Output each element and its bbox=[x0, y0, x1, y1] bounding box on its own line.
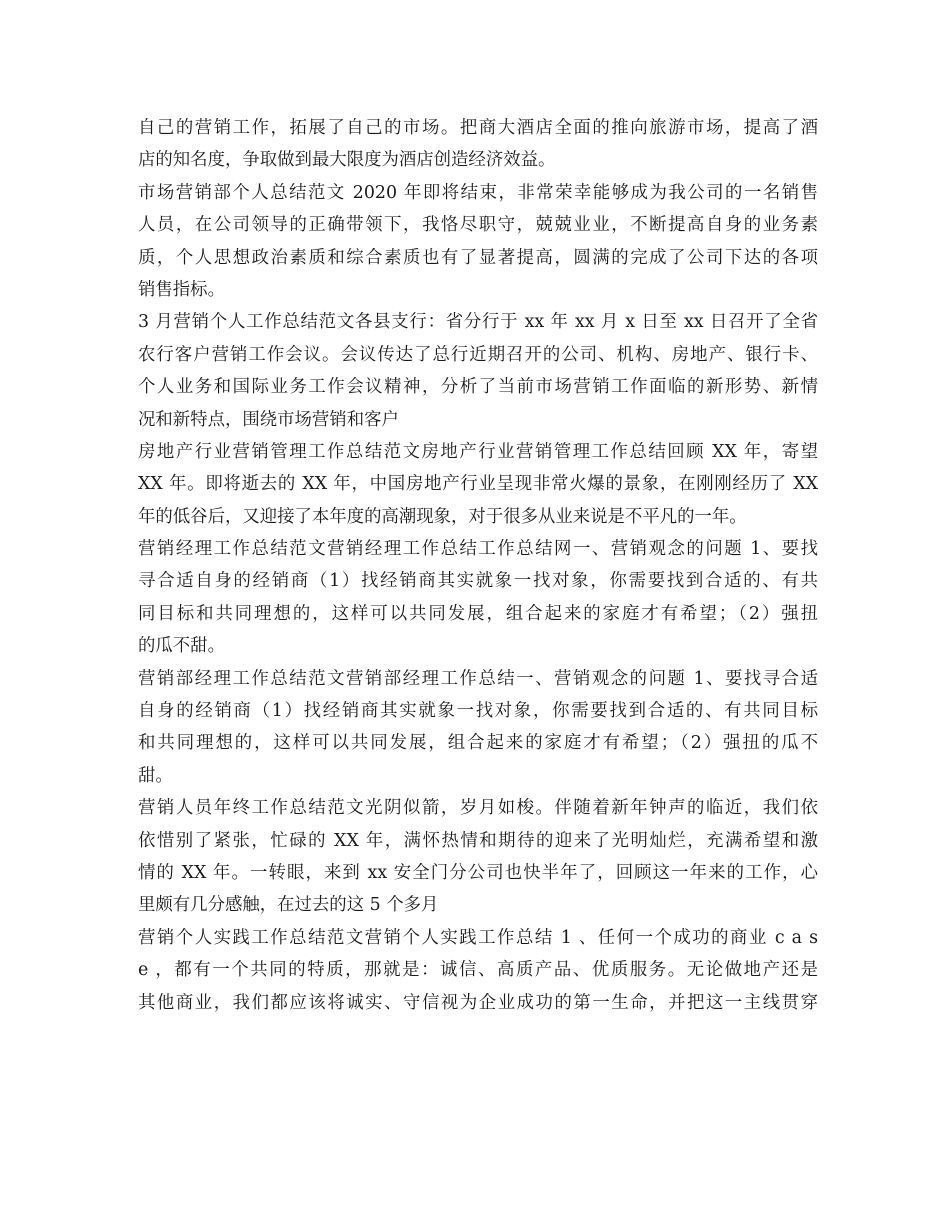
text-line: e ，都有一个共同的特质，那就是：诚信、高质产品、优质服务。无论做地产还是 bbox=[138, 960, 818, 981]
text-line: 年的低谷后，又迎接了本年度的高潮现象，对于很多从业来说是不平凡的一年。 bbox=[138, 506, 747, 527]
text-line: 的瓜不甜。 bbox=[138, 636, 225, 657]
text-line: 同目标和共同理想的，这样可以共同发展，组合起来的家庭才有希望；（2）强扭 bbox=[138, 603, 818, 624]
text-line: 寻合适自身的经销商（1）找经销商其实就象一找对象，你需要找到合适的、有共 bbox=[138, 571, 818, 592]
paragraph bbox=[138, 436, 818, 533]
text-line: 营销个人实践工作总结范文营销个人实践工作总结 1 、任何一个成功的商业 c a s bbox=[138, 927, 818, 948]
text-line: 营销经理工作总结范文营销经理工作总结工作总结网一、营销观念的问题 1、要找 bbox=[138, 539, 818, 560]
text-line: 营销部经理工作总结范文营销部经理工作总结一、营销观念的问题 1、要找寻合适 bbox=[138, 668, 818, 689]
text-line: 其他商业，我们都应该将诚实、守信视为企业成功的第一生命，并把这一主线贯穿 bbox=[138, 992, 818, 1013]
text-line: 自身的经销商（1）找经销商其实就象一找对象，你需要找到合适的、有共同目标 bbox=[138, 701, 818, 722]
text-line: 质，个人思想政治素质和综合素质也有了显著提高，圆满的完成了公司下达的各项 bbox=[138, 247, 818, 268]
text-line: XX 年。即将逝去的 XX 年，中国房地产行业呈现非常火爆的景象，在刚刚经历了 XX bbox=[138, 474, 818, 495]
text-line: 甜。 bbox=[138, 765, 173, 786]
text-line: 销售指标。 bbox=[138, 279, 225, 300]
paragraph bbox=[138, 306, 818, 436]
text-line: 农行客户营销工作会议。会议传达了总行近期召开的公司、机构、房地产、银行卡、 bbox=[138, 344, 818, 365]
text-line: 店的知名度，争取做到最大限度为酒店创造经济效益。 bbox=[138, 150, 556, 171]
paragraph bbox=[138, 663, 818, 793]
paragraph bbox=[138, 922, 818, 1019]
paragraph bbox=[138, 177, 818, 307]
text-line: 况和新特点，围绕市场营销和客户 bbox=[138, 409, 399, 430]
paragraph bbox=[138, 112, 818, 177]
text-line: 情的 XX 年。一转眼，来到 xx 安全门分公司也快半年了，回顾这一年来的工作，心 bbox=[138, 862, 818, 883]
paragraph bbox=[138, 533, 818, 663]
paragraph bbox=[138, 792, 818, 922]
text-line: 里颇有几分感触，在过去的这 5 个多月 bbox=[138, 895, 439, 916]
text-line: 依惜别了紧张，忙碌的 XX 年，满怀热情和期待的迎来了光明灿烂，充满希望和激 bbox=[138, 830, 818, 851]
document-body bbox=[138, 112, 818, 1019]
text-line: 自己的营销工作，拓展了自己的市场。把商大酒店全面的推向旅游市场，提高了酒 bbox=[138, 118, 818, 138]
text-line: 市场营销部个人总结范文 2020 年即将结束，非常荣幸能够成为我公司的一名销售 bbox=[138, 182, 818, 203]
text-line: 个人业务和国际业务工作会议精神，分析了当前市场营销工作面临的新形势、新情 bbox=[138, 377, 818, 398]
text-line: 房地产行业营销管理工作总结范文房地产行业营销管理工作总结回顾 XX 年，寄望 bbox=[138, 441, 818, 462]
text-line: 和共同理想的，这样可以共同发展，组合起来的家庭才有希望；（2）强扭的瓜不 bbox=[138, 733, 818, 754]
text-line: 人员，在公司领导的正确带领下，我恪尽职守，兢兢业业，不断提高自身的业务素 bbox=[138, 215, 818, 236]
text-line: 3 月营销个人工作总结范文各县支行：省分行于 xx 年 xx 月 x 日至 xx 日召开了全省 bbox=[138, 312, 818, 333]
text-line: 营销人员年终工作总结范文光阴似箭，岁月如梭。伴随着新年钟声的临近，我们依 bbox=[138, 798, 818, 819]
